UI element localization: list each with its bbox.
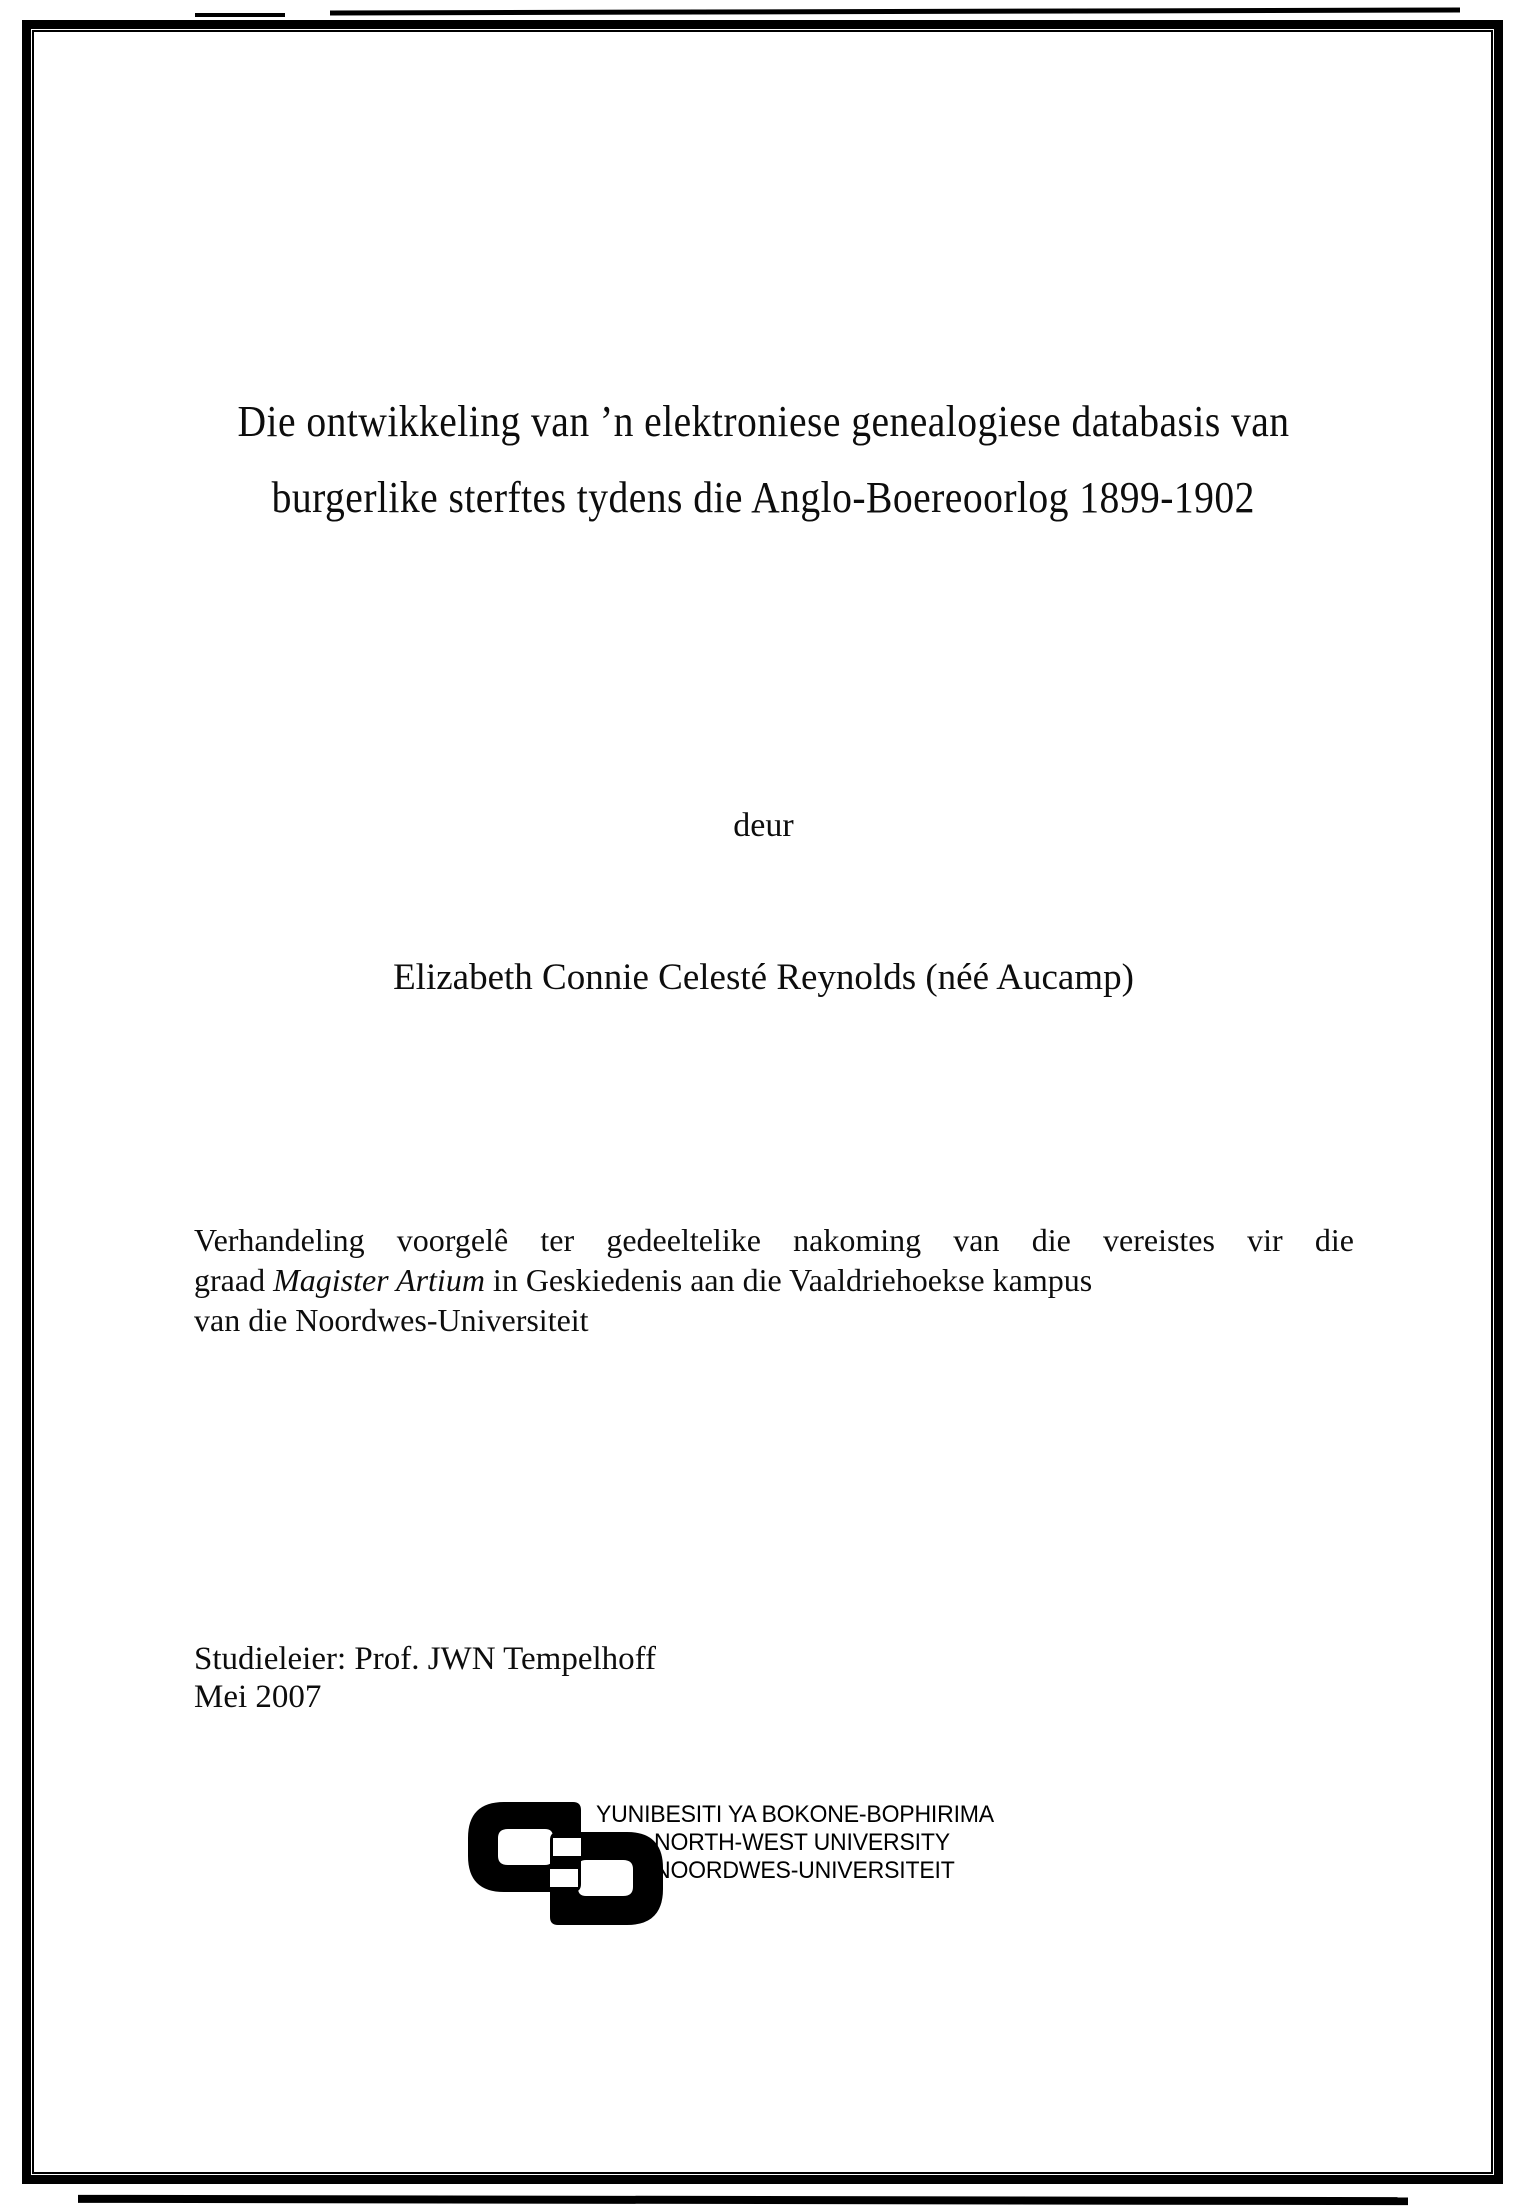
page-title — [60, 384, 1467, 536]
degree-name-italic: Magister Artium — [273, 1262, 485, 1298]
university-logo-text — [596, 1801, 1011, 1885]
degree-statement-line1: Verhandeling voorgelê ter gedeeltelike nakoming van die vereistes vir die — [194, 1222, 1354, 1258]
supervisor-block — [194, 1640, 656, 1716]
supervisor-line: Studieleier: Prof. JWN Tempelhoff — [194, 1641, 657, 1677]
degree-statement — [194, 1220, 1354, 1340]
scan-artifact-bottom — [78, 2195, 1408, 2205]
degree-statement-line2 — [194, 1260, 1354, 1300]
page-title-line1: Die ontwikkeling van ’n elektroniese genealogiese databasis van — [237, 397, 1290, 446]
page-title-line2: burgerlike sterftes tydens die Anglo-Boereoorlog 1899-1902 — [271, 473, 1256, 522]
scan-artifact-top — [330, 8, 1460, 16]
degree-statement-line2-post: in Geskiedenis aan die Vaaldriehoekse kampus — [484, 1262, 1093, 1298]
byline: deur — [733, 807, 794, 844]
degree-statement-line3: van die Noordwes-Universiteit — [194, 1302, 589, 1338]
logo-text-setswana: YUNIBESITI YA BOKONE-BOPHIRIMA — [596, 1801, 994, 1828]
date-line: Mei 2007 — [194, 1679, 322, 1715]
logo-text-afrikaans: NOORDWES-UNIVERSITEIT — [654, 1857, 955, 1884]
scan-artifact-top-fragment — [195, 13, 285, 17]
logo-text-english: NORTH-WEST UNIVERSITY — [654, 1829, 950, 1856]
degree-statement-line2-pre: graad — [194, 1262, 274, 1298]
author-name: Elizabeth Connie Celesté Reynolds (néé Aucamp) — [393, 957, 1134, 998]
